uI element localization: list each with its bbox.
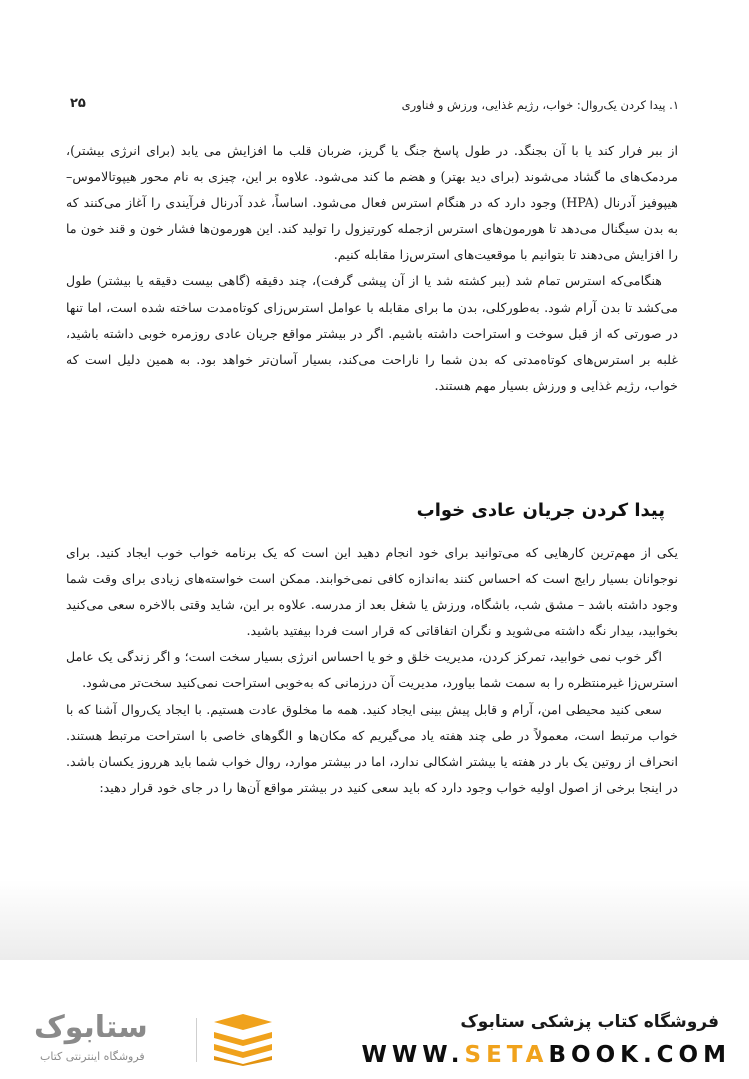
logo-tagline: فروشگاه اینترنتی کتاب: [40, 1050, 145, 1063]
paragraph: اگر خوب نمی خوابید، تمرکز کردن، مدیریت خلق و خو یا احساس انرژی بسیار سخت است؛ و اگر زندگی یک عامل استرس‌زا غیرمنتظره را به سمت شما بیاورد، مدیریت آن درزمانی که به‌خوبی استراحت نمی‌کنید سخت‌تر می‌شود.: [66, 649, 678, 691]
paragraph: هنگامی‌که استرس تمام شد (ببر کشته شد یا از آن پیشی گرفت)، چند دقیقه (گاهی بیست دقیقه یا بیشتر) طول می‌کشد تا بدن آرام شود. به‌طورکلی، بدن ما برای مقابله با عوامل استرس‌زای کوتاه‌مدت ساخته شده است، اما تنها در صورتی که از قبل سوخت و استراحت داشته باشیم. اگر در بیشتر مواقع جریان عادی روزمره خوبی داشته باشید، غلبه بر استرس‌های کوتاه‌مدتی که بدن شما را ناراحت می‌کند، بسیار آسان‌تر خواهد بود. به همین دلیل است که خواب، رژیم غذایی و ورزش بسیار مهم هستند.: [66, 273, 678, 393]
url-prefix: WWW.: [361, 1042, 465, 1068]
url-suffix: BOOK.COM: [548, 1042, 731, 1068]
paragraph: سعی کنید محیطی امن، آرام و قابل پیش بینی ایجاد کنید. همه ما مخلوق عادت هستیم. با ایجاد یک‌روال آشنا که با خواب مرتبط است، معمولاً در طی چند هفته یاد می‌گیریم که مکان‌ها و الگوهای خاصی با استراحت مرتبط هستند. انحراف از روتین یک بار در هفته یا بیشتر اشکالی ندارد، اما در بیشتر موارد، روال خواب شما باید هرروز یکسان باشد. در اینجا برخی از اصول اولیه خواب وجود دارد که باید سعی کنید در بیشتر مواقع آن‌ها را در جای خود قرار دهید:: [66, 701, 678, 795]
store-footer: [0, 996, 749, 1079]
logo-divider: [196, 1018, 197, 1062]
body-text-section: [66, 540, 678, 801]
chapter-title: ۱. پیدا کردن یک‌روال: خواب، رژیم غذایی، ورزش و فناوری: [401, 98, 679, 112]
page-number: ۲۵: [70, 96, 86, 111]
section-heading: پیدا کردن جریان عادی خواب: [416, 500, 665, 521]
logo-wordmark: ستابوک: [34, 1010, 148, 1045]
paragraph: از ببر فرار کند یا با آن بجنگد. در طول پاسخ جنگ یا گریز، ضربان قلب ما افزایش می یابد (برای انرژی بیشتر)، مردمک‌های ما گشاد می‌شوند (برای دید بهتر) و هضم ما کند می‌شود. علاوه بر این، چیزی به نام محور هیپوتالاموس–هیپوفیز آدرنال (HPA) وجود دارد که در هنگام استرس فعال می‌شود. اساساً، غدد آدرنال فرآیندی را آغاز می‌کنند که به بدن سیگنال می‌دهد تا هورمون‌های استرس ازجمله کورتیزول را تولید کند. این هورمون‌ها فشار خون و قند خون ما را افزایش می‌دهند تا بتوانیم با موقعیت‌های استرس‌زا مقابله کنیم.: [66, 143, 678, 263]
book-stack-logo-icon: [210, 1014, 276, 1066]
url-accent: SETA: [464, 1042, 549, 1068]
store-url[interactable]: [362, 1042, 731, 1068]
running-header: [70, 94, 679, 118]
store-name: فروشگاه کتاب پزشکی ستابوک: [460, 1012, 719, 1032]
paragraph: یکی از مهم‌ترین کارهایی که می‌توانید برای خود انجام دهید این است که یک برنامه خواب خوب ایجاد کنید. برای نوجوانان بسیار رایج است که احساس کنند به‌اندازه کافی نمی‌خوابند. ممکن است خواسته‌های زیادی برای وقت شما وجود داشته باشد – مشق شب، باشگاه، ورزش یا شغل بعد از مدرسه. علاوه بر این، شاید وقتی بالاخره سعی می‌کنید بخوابید، بیدار نگه داشته می‌شوید و نگران اتفاقاتی که قرار است فردا بیفتید باشید.: [66, 545, 678, 639]
body-text-top: [66, 138, 678, 399]
